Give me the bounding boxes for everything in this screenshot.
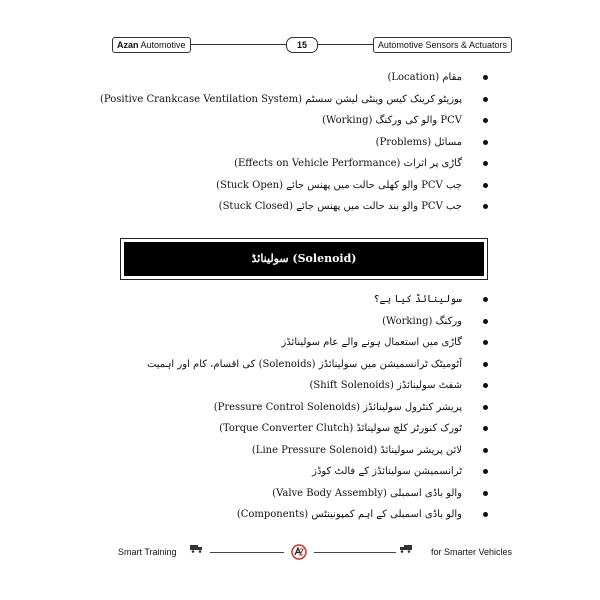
list-item	[147, 311, 488, 333]
list-item	[147, 504, 488, 526]
header-brand-rest: Automotive	[138, 40, 186, 50]
list-item	[147, 461, 488, 483]
list-item	[100, 67, 488, 89]
list-item-text: جب PCV والو کھلی حالت میں پھنس جائے (Stuck Open)	[216, 179, 462, 191]
bullet-icon	[483, 491, 488, 496]
list-item-text: سولینائڈ کیا ہے؟	[373, 294, 462, 305]
bullet-icon	[483, 297, 488, 302]
list-item	[147, 354, 488, 376]
list-item	[100, 89, 488, 111]
bullet-icon	[483, 97, 488, 102]
footer-right-text: for Smarter Vehicles	[430, 547, 512, 557]
footer-left-text: Smart Training	[118, 547, 177, 557]
list-item	[100, 196, 488, 218]
list-item-text: جب PCV والو بند حالت میں پھنس جائے (Stuck Closed)	[218, 201, 462, 212]
bullet-icon	[483, 319, 488, 324]
list-item	[147, 440, 488, 462]
bullet-icon	[483, 405, 488, 410]
bullet-icon	[483, 161, 488, 166]
list-item-text: مسائل (Problems)	[375, 136, 462, 148]
pcv-topic-list	[100, 67, 488, 218]
azan-logo-icon	[290, 544, 308, 560]
list-item	[147, 289, 488, 311]
list-item	[100, 153, 488, 175]
bullet-icon	[483, 512, 488, 517]
list-item-text: مقام (Location)	[387, 72, 462, 83]
bullet-icon	[483, 383, 488, 388]
solenoid-topic-list	[147, 289, 488, 526]
bullet-icon	[483, 204, 488, 209]
list-item-text: والو باڈی اسمبلی کے اہم کمپونینٹس (Components)	[236, 509, 462, 520]
list-item-text: PCV والو کی ورکنگ (Working)	[322, 115, 462, 126]
list-item-text: والو باڈی اسمبلی (Valve Body Assembly)	[272, 487, 462, 499]
list-item	[100, 175, 488, 197]
header-book-title: Automotive Sensors & Actuators	[373, 37, 512, 53]
list-item-text: ٹرانسمیشن سولینائڈز کے فالٹ کوڈز	[312, 466, 462, 477]
bullet-icon	[483, 75, 488, 80]
bullet-icon	[483, 340, 488, 345]
list-item-text: شفٹ سولینائڈز (Shift Solenoids)	[309, 380, 462, 391]
list-item-text: گاڑی پر اثرات (Effects on Vehicle Performance)	[234, 158, 462, 169]
bullet-icon	[483, 118, 488, 123]
header-brand-bold: Azan	[117, 40, 139, 50]
page-number: 15	[286, 37, 318, 53]
list-item-text: گاڑی میں استعمال ہونے والے عام سولینائڈز	[281, 337, 462, 348]
truck-icon	[190, 543, 204, 553]
footer-rule-right	[314, 552, 396, 553]
list-item-text: لائن پریشر سولینائڈ (Line Pressure Solenoid)	[251, 444, 462, 456]
list-item-text: ٹورک کنورٹر کلچ سولینائڈ (Torque Converter Clutch)	[219, 423, 462, 434]
truck-icon	[398, 543, 412, 553]
list-item-text: آٹومیٹک ٹرانسمیشن میں سولینائڈز (Solenoids) کی اقسام، کام اور اہمیت	[146, 358, 462, 370]
list-item	[100, 110, 488, 132]
list-item-text: پریشر کنٹرول سولینائڈز (Pressure Control Solenoids)	[213, 401, 462, 413]
list-item	[147, 375, 488, 397]
bullet-icon	[483, 469, 488, 474]
list-item	[147, 397, 488, 419]
list-item	[147, 483, 488, 505]
bullet-icon	[483, 140, 488, 145]
list-item	[100, 132, 488, 154]
bullet-icon	[483, 362, 488, 367]
bullet-icon	[483, 448, 488, 453]
list-item-text: پوزیٹو کرینک کیس وینٹی لیشن سسٹم (Positive Crankcase Ventilation System)	[99, 93, 462, 105]
section-banner	[120, 238, 488, 280]
section-title: سولینائڈ (Solenoid)	[124, 242, 484, 276]
header-brand	[112, 37, 191, 53]
list-item-text: ورکنگ (Working)	[382, 315, 462, 327]
list-item	[147, 332, 488, 354]
bullet-icon	[483, 426, 488, 431]
bullet-icon	[483, 183, 488, 188]
list-item	[147, 418, 488, 440]
footer-rule-left	[210, 552, 284, 553]
